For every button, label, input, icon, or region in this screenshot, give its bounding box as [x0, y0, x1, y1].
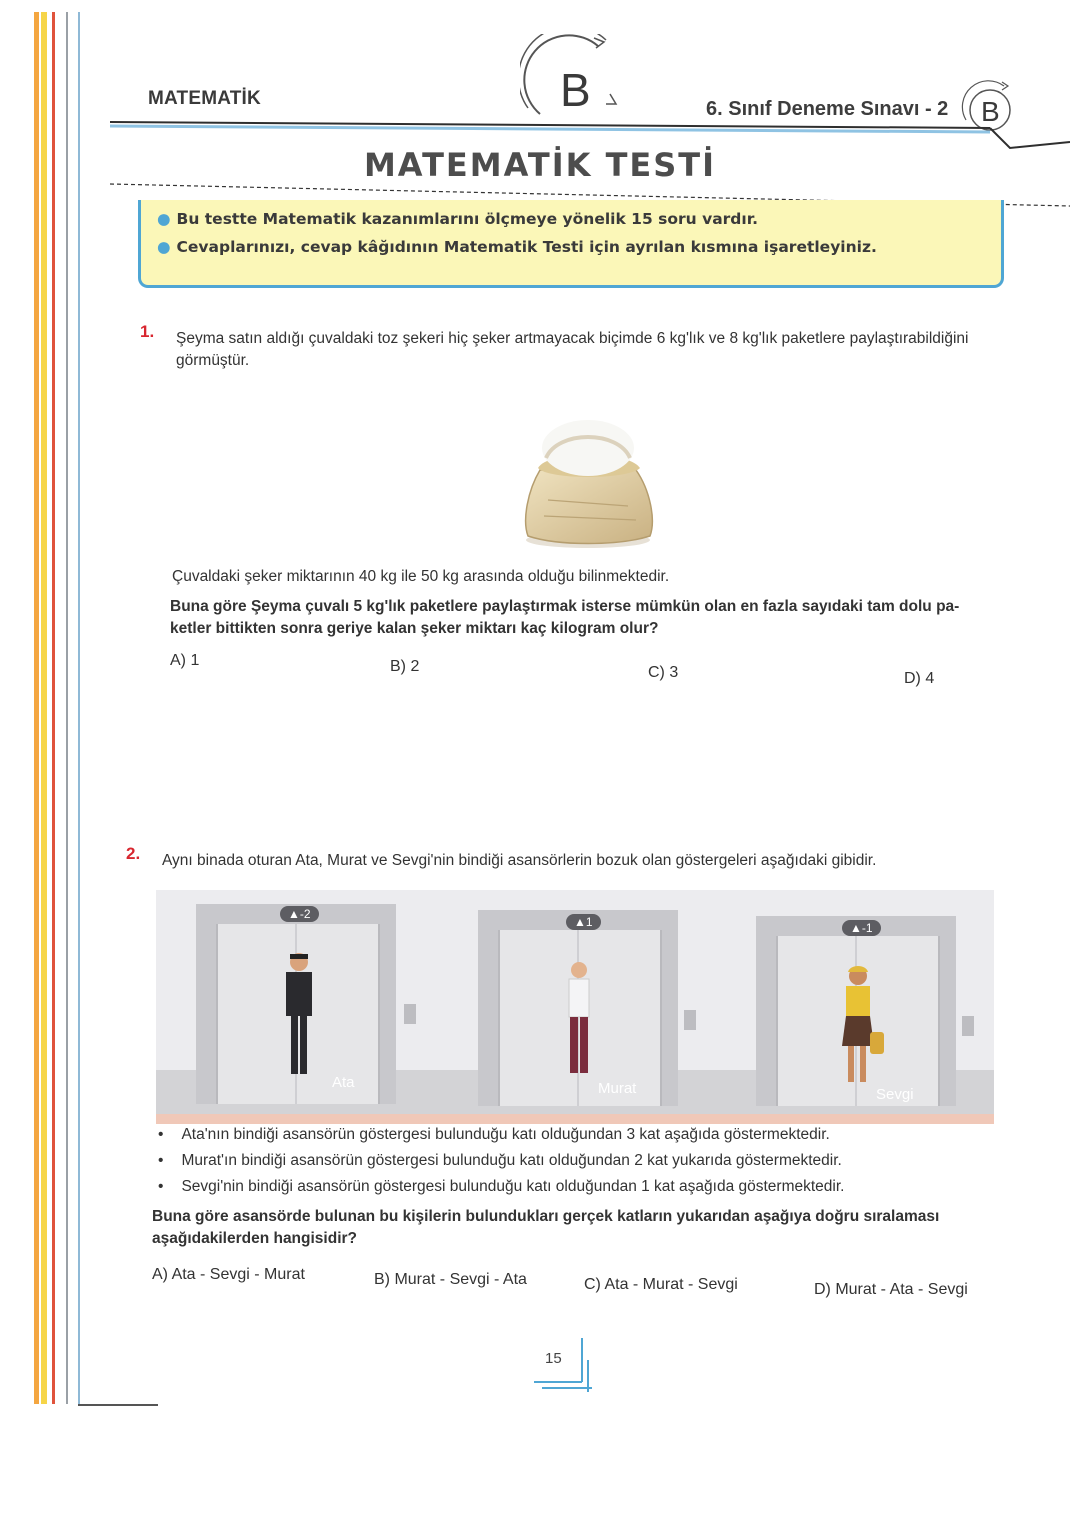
person-ata-icon — [274, 950, 324, 1080]
q1-question: Buna göre Şeyma çuvalı 5 kg'lık paketlere paylaştırmak isterse mümkün olan en fazla sayıdaki tam dolu pa- ketler bittikten sonra geriye kalan şeker miktarı kaç kilogram olur? — [170, 598, 960, 637]
test-title: MATEMATİK TESTİ — [363, 146, 717, 184]
page-number: 15 — [545, 1350, 562, 1367]
page-number-decoration — [532, 1336, 596, 1398]
left-stripe-red — [52, 12, 55, 1404]
bottom-rule — [78, 1404, 158, 1406]
q2-option-b[interactable]: B) Murat - Sevgi - Ata — [374, 1271, 527, 1288]
info-line-2: ● Cevaplarınızı, cevap kâğıdının Matematik Testi için ayrılan kısmına işaretleyiniz. — [157, 238, 877, 256]
q2-option-d[interactable]: D) Murat - Ata - Sevgi — [814, 1281, 968, 1298]
q1-fact: Çuvaldaki şeker miktarının 40 kg ile 50 kg arasında olduğu bilinmektedir. — [172, 568, 670, 585]
name-ata: Ata — [332, 1074, 355, 1091]
left-stripe-yellow — [41, 12, 47, 1404]
booklet-letter-small: B — [981, 96, 1000, 127]
info-line-1: ● Bu testte Matematik kazanımlarını ölçmeye yönelik 15 soru vardır. — [157, 210, 759, 228]
q2-bullet-3: • Sevgi'nin bindiği asansörün göstergesi bulunduğu katı olduğundan 1 kat aşağıda göstermektedir. — [158, 1178, 845, 1195]
exam-name: 6. Sınıf Deneme Sınavı - 2 — [706, 98, 949, 120]
q2-text: Aynı binada oturan Ata, Murat ve Sevgi'nin bindiği asansörlerin bozuk olan göstergeleri aşağıdaki gibidir. — [162, 852, 877, 869]
left-stripe-blue — [78, 12, 80, 1404]
name-sevgi: Sevgi — [876, 1086, 914, 1103]
subject-label: MATEMATİK — [148, 88, 261, 109]
floor-display-murat: ▲1 — [566, 914, 601, 930]
elevators-illustration — [156, 890, 994, 1124]
q1-option-b[interactable]: B) 2 — [390, 658, 420, 675]
name-murat: Murat — [598, 1080, 637, 1097]
q2-option-a[interactable]: A) Ata - Sevgi - Murat — [152, 1266, 305, 1283]
q2-bullet-2: • Murat'ın bindiği asansörün göstergesi bulunduğu katı olduğundan 2 kat yukarıda göstermektedir. — [158, 1152, 842, 1169]
q2-bullet-1: • Ata'nın bindiği asansörün göstergesi bulunduğu katı olduğundan 3 kat aşağıda göstermektedir. — [158, 1126, 830, 1143]
person-murat-icon — [554, 960, 604, 1080]
q1-option-c[interactable]: C) 3 — [648, 664, 679, 681]
person-sevgi-icon — [832, 966, 888, 1090]
bullet-dot-icon: ● — [157, 238, 171, 256]
booklet-letter-large: B — [560, 64, 591, 116]
floor-display-sevgi: ▲-1 — [842, 920, 881, 936]
q2-number: 2. — [126, 844, 141, 863]
q2-option-c[interactable]: C) Ata - Murat - Sevgi — [584, 1276, 738, 1293]
q1-text: Şeyma satın aldığı çuvaldaki toz şekeri hiç şeker artmayacak biçimde 6 kg'lık ve 8 kg'lık paketlere paylaştırabildiğini görmüştür. — [176, 330, 969, 369]
left-stripe-orange — [34, 12, 39, 1404]
info-box — [138, 200, 1004, 288]
q1-number: 1. — [140, 322, 155, 341]
q1-option-d[interactable]: D) 4 — [904, 670, 935, 687]
q2-question: Buna göre asansörde bulunan bu kişilerin bulundukları gerçek katların yukarıdan aşağıya doğru sıralaması aşağıdakilerden hangisidir? — [152, 1208, 940, 1247]
q1-option-a[interactable]: A) 1 — [170, 652, 200, 669]
sugar-sack-image — [518, 410, 660, 550]
left-stripe-gray — [66, 12, 68, 1404]
bullet-dot-icon: ● — [157, 210, 171, 228]
floor-display-ata: ▲-2 — [280, 906, 319, 922]
